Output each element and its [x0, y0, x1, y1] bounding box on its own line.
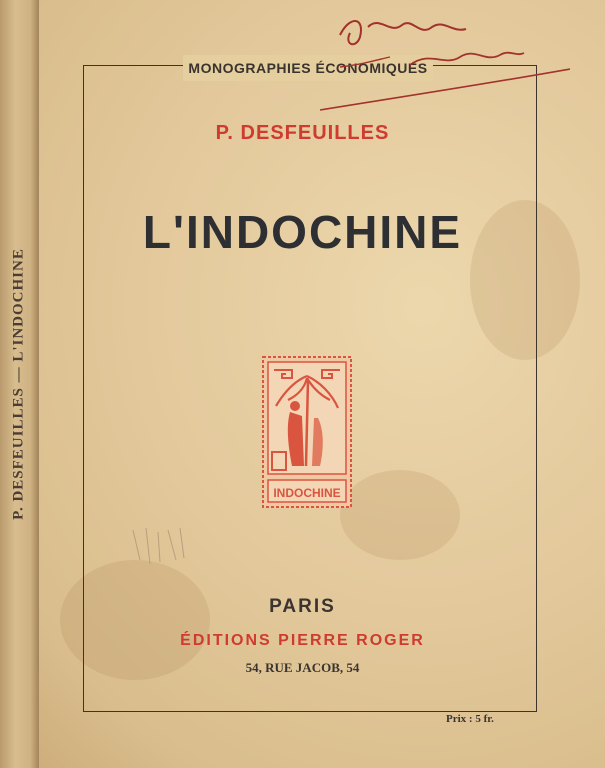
series-title: MONOGRAPHIES ÉCONOMIQUES	[183, 55, 433, 81]
emblem-label: INDOCHINE	[273, 486, 341, 500]
price-label: Prix : 5 fr.	[446, 713, 494, 725]
book-title: L'INDOCHINE	[142, 206, 463, 258]
handwritten-annotation	[320, 5, 570, 115]
spine-text: P. DESFEUILLES — L'INDOCHINE	[10, 248, 27, 520]
publisher-name: ÉDITIONS PIERRE ROGER	[180, 632, 425, 649]
book-spine	[0, 0, 39, 768]
pencil-mark	[128, 520, 198, 570]
publication-city: PARIS	[269, 596, 336, 617]
author-name: P. DESFEUILLES	[215, 122, 390, 144]
publisher-address: 54, RUE JACOB, 54	[245, 660, 360, 675]
